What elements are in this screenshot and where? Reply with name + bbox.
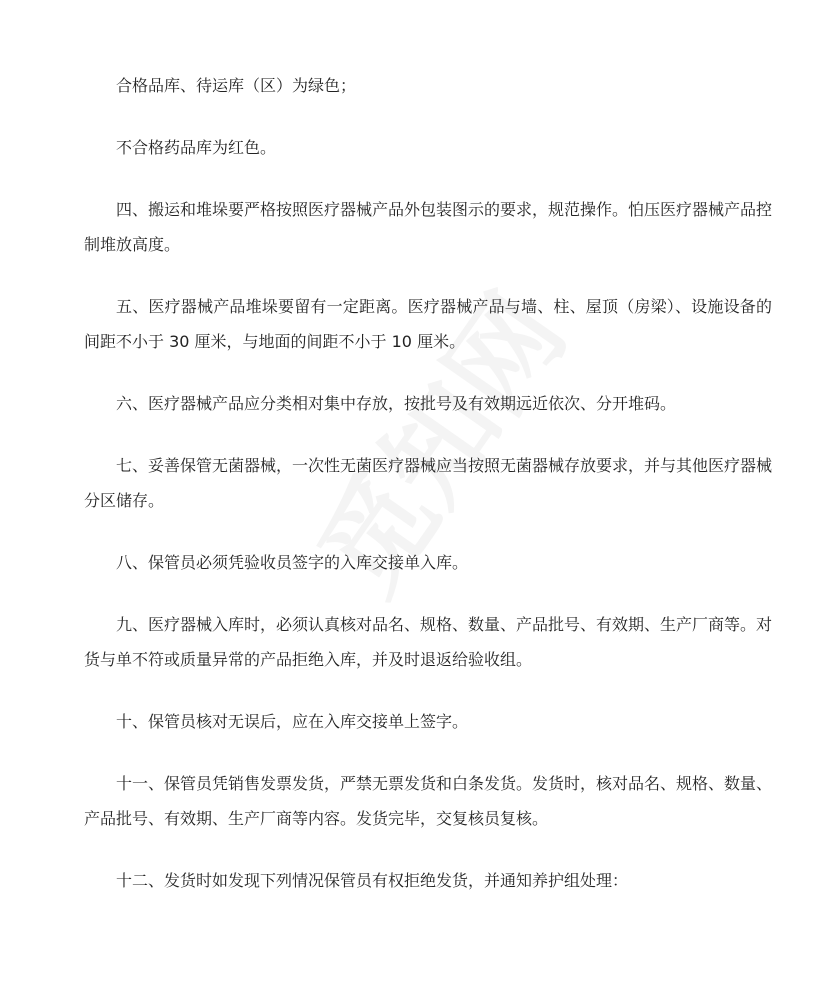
paragraph-9: 九、医疗器械入库时，必须认真核对品名、规格、数量、产品批号、有效期、生产厂商等。对货与单不符或质量异常的产品拒绝入库，并及时退返给验收组。: [84, 615, 773, 669]
paragraph-red-storage: 不合格药品库为红色。: [116, 138, 277, 157]
document-body: [84, 68, 772, 925]
paragraph-12: 十二、发货时如发现下列情况保管员有权拒绝发货，并通知养护组处理：: [116, 871, 629, 890]
paragraph-green-storage: 合格品库、待运库（区）为绿色；: [116, 76, 357, 95]
paragraph-6: 六、医疗器械产品应分类相对集中存放，按批号及有效期远近依次、分开堆码。: [116, 394, 677, 413]
paragraph-4: 四、搬运和堆垛要严格按照医疗器械产品外包装图示的要求，规范操作。怕压医疗器械产品控制堆放高度。: [84, 200, 773, 254]
paragraph-5: 五、医疗器械产品堆垛要留有一定距离。医疗器械产品与墙、柱、屋顶（房梁）、设施设备的间距不小于 30 厘米，与地面的间距不小于 10 厘米。: [84, 297, 772, 351]
paragraph-11: 十一、保管员凭销售发票发货，严禁无票发货和白条发货。发货时，核对品名、规格、数量、产品批号、有效期、生产厂商等内容。发货完毕，交复核员复核。: [84, 774, 773, 828]
paragraph-8: 八、保管员必须凭验收员签字的入库交接单入库。: [116, 553, 469, 572]
paragraph-7: 七、妥善保管无菌器械，一次性无菌医疗器械应当按照无菌器械存放要求，并与其他医疗器械分区储存。: [84, 456, 773, 510]
paragraph-10: 十、保管员核对无误后，应在入库交接单上签字。: [116, 712, 469, 731]
